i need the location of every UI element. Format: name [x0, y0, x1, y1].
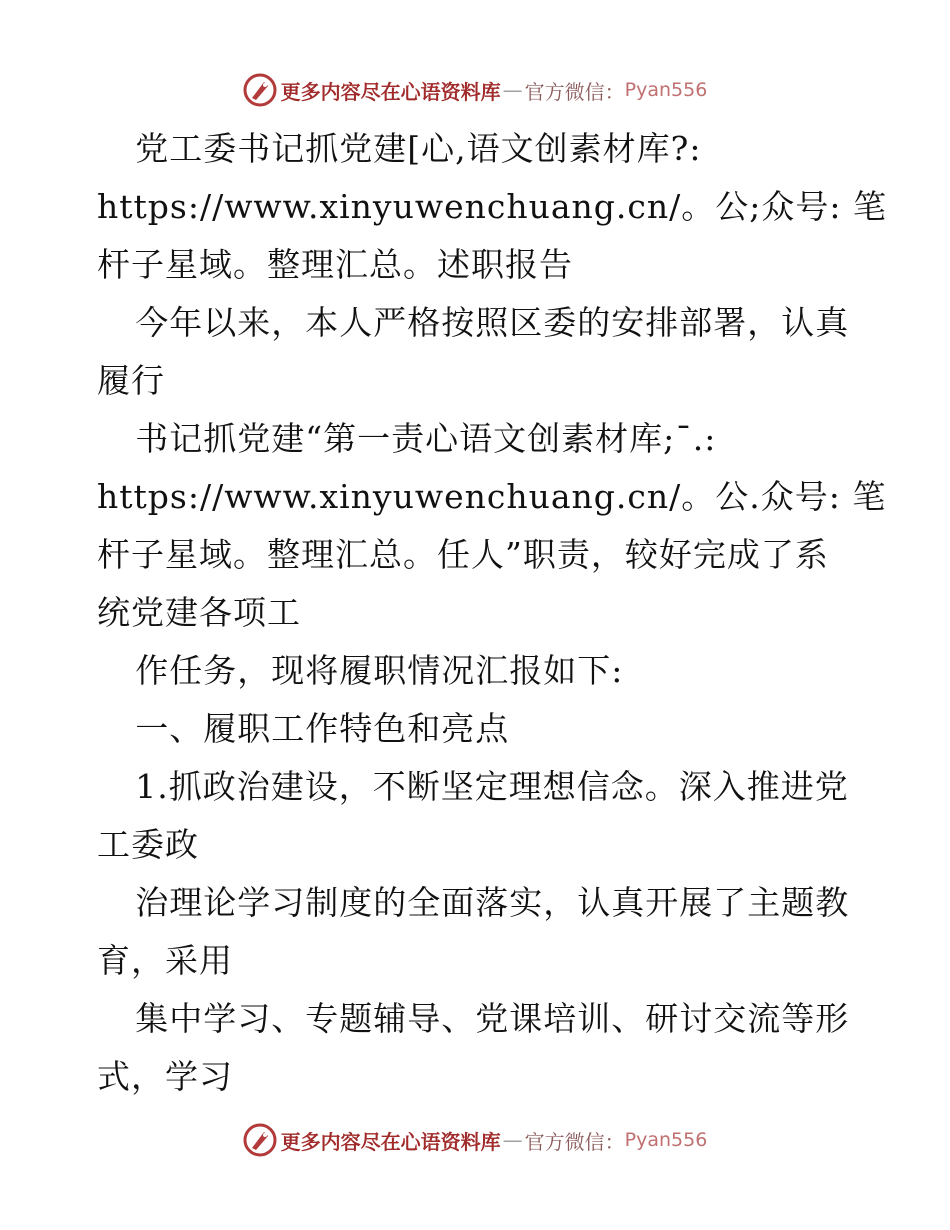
wechat-id: Pyan556 — [624, 79, 708, 101]
section-heading — [97, 700, 857, 758]
text-line: 治理论学习制度的全面落实，认真开展了主题教 — [135, 883, 850, 922]
brand-name: 更多内容尽在心语资料库 — [280, 1129, 501, 1154]
text-line: 一、履职工作特色和亮点 — [135, 709, 510, 748]
paragraph-3 — [97, 410, 857, 468]
text-line: 集中学习、专题辅导、党课培训、研讨交流等形 — [135, 999, 850, 1038]
paragraph-1 — [97, 120, 857, 178]
paragraph-1-continued — [97, 178, 887, 294]
text-line: 杆子星域。整理汇总。述职报告 — [97, 245, 573, 284]
wechat-label: 官方微信： — [524, 79, 625, 104]
paragraph-5 — [97, 758, 857, 816]
paragraph-6-continued — [97, 932, 857, 990]
text-line: 作任务，现将履职情况汇报如下: — [135, 651, 624, 690]
wechat-id: Pyan556 — [624, 1129, 708, 1151]
text-line: 1.抓政治建设，不断坚定理想信念。深入推进党 — [135, 767, 849, 806]
paragraph-5-continued — [97, 816, 857, 874]
banner-dash: — — [502, 78, 523, 102]
text-line: 育，采用 — [97, 941, 233, 980]
paragraph-7-continued — [97, 1048, 857, 1106]
text-line: 履行 — [97, 361, 165, 400]
text-line: 工委政 — [97, 825, 199, 864]
text-line: https://www.xinyuwenchuang.cn/。公;众号: 笔 — [97, 187, 887, 226]
pen-nib-logo-icon — [243, 73, 277, 107]
paragraph-2 — [97, 294, 857, 352]
text-line: 党工委书记抓党建[心,语文创素材库?: — [135, 129, 702, 168]
paragraph-7 — [97, 990, 857, 1048]
pen-nib-logo-icon — [243, 1123, 277, 1157]
paragraph-4 — [97, 642, 857, 700]
brand-name: 更多内容尽在心语资料库 — [280, 79, 501, 104]
paragraph-3-continued — [97, 468, 887, 642]
paragraph-2-continued — [97, 352, 857, 410]
text-line: 书记抓党建“第一责心语文创素材库;¯.: — [135, 419, 717, 458]
wechat-label: 官方微信： — [524, 1129, 625, 1154]
banner-dash: — — [502, 1128, 523, 1152]
text-line: 统党建各项工 — [97, 593, 301, 632]
footer-watermark-banner — [0, 1120, 950, 1160]
header-watermark-banner — [0, 70, 950, 110]
text-line: 式，学习 — [97, 1057, 233, 1096]
text-line: https://www.xinyuwenchuang.cn/。公.众号: 笔 — [97, 477, 887, 516]
text-line: 杆子星域。整理汇总。任人”职责，较好完成了系 — [97, 535, 829, 574]
paragraph-6 — [97, 874, 857, 932]
text-line: 今年以来，本人严格按照区委的安排部署，认真 — [135, 303, 850, 342]
document-body — [97, 120, 887, 1106]
